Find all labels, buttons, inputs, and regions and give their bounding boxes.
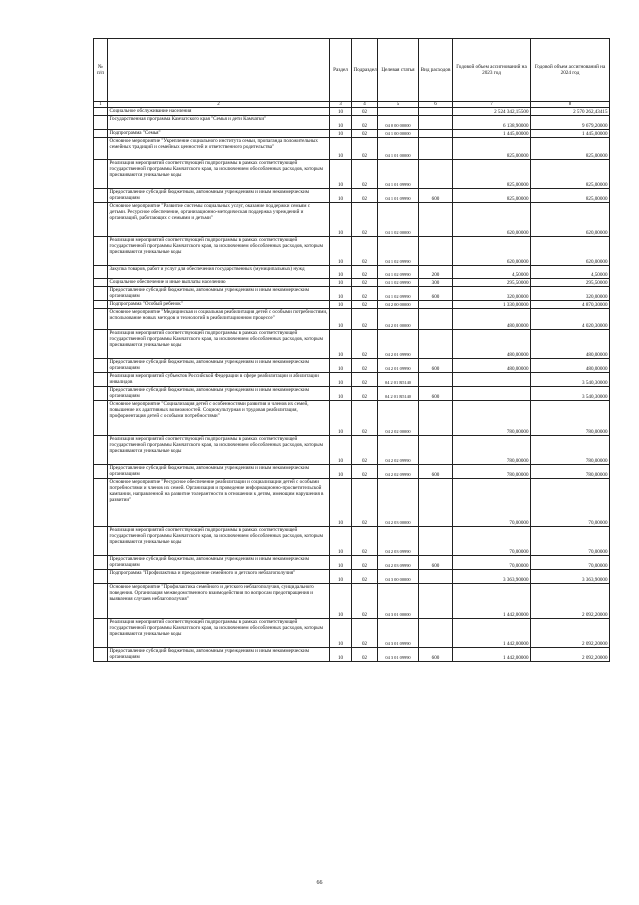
amount-2023-cell: 825,00000 — [453, 160, 531, 189]
item-name-cell: Закупка товаров, работ и услуг для обеспечения государственных (муниципальных) нужд — [108, 266, 330, 279]
target-article-cell: 04 2 01 R5140 — [378, 373, 419, 387]
amount-2023-cell: 295,50000 — [453, 279, 531, 287]
row-number-cell — [94, 237, 108, 266]
expense-type-cell: 600 — [419, 359, 453, 373]
amount-2024-cell: 620,00000 — [531, 203, 610, 237]
podrazdel-cell: 02 — [352, 116, 378, 130]
target-article-cell: 04 2 01 00000 — [378, 309, 419, 330]
target-article-cell: 04 3 01 09990 — [378, 648, 419, 662]
column-number: 4 — [352, 102, 378, 108]
podrazdel-cell: 02 — [352, 436, 378, 465]
podrazdel-cell: 02 — [352, 189, 378, 203]
amount-2024-cell: 9 679,20000 — [531, 116, 610, 130]
expense-type-cell: 600 — [419, 465, 453, 479]
podrazdel-cell: 02 — [352, 266, 378, 279]
table-row — [94, 108, 610, 116]
amount-2024-cell: 620,00000 — [531, 237, 610, 266]
amount-2023-cell: 4,50000 — [453, 266, 531, 279]
target-article-cell: 04 2 02 00000 — [378, 401, 419, 436]
expense-type-cell — [419, 619, 453, 648]
header-2023: Годовой объем ассигнований на 2023 год — [453, 39, 531, 102]
row-number-cell — [94, 330, 108, 359]
table-row — [94, 138, 610, 160]
expense-type-cell: 300 — [419, 279, 453, 287]
table-row — [94, 401, 610, 436]
amount-2023-cell: 480,00000 — [453, 359, 531, 373]
razdel-cell: 10 — [330, 619, 352, 648]
header-num: № п/п — [94, 39, 108, 102]
target-article-cell: 04 1 02 00000 — [378, 203, 419, 237]
row-number-cell — [94, 287, 108, 301]
podrazdel-cell: 02 — [352, 279, 378, 287]
amount-2024-cell: 1 445,00000 — [531, 130, 610, 138]
target-article-cell: 04 2 03 00000 — [378, 479, 419, 527]
column-number: 2 — [108, 102, 330, 108]
razdel-cell: 10 — [330, 479, 352, 527]
column-number: 8 — [531, 102, 610, 108]
amount-2024-cell: 70,00000 — [531, 556, 610, 570]
column-number: 7 — [453, 102, 531, 108]
target-article-cell: 04 1 01 09990 — [378, 160, 419, 189]
amount-2024-cell: 3 540,30000 — [531, 387, 610, 401]
target-article-cell: 04 2 01 09990 — [378, 359, 419, 373]
amount-2023-cell: 825,00000 — [453, 138, 531, 160]
row-number-cell — [94, 309, 108, 330]
row-number-cell — [94, 116, 108, 130]
target-article-cell: 04 2 00 00000 — [378, 301, 419, 309]
podrazdel-cell: 02 — [352, 359, 378, 373]
razdel-cell: 10 — [330, 309, 352, 330]
table-row — [94, 203, 610, 237]
podrazdel-cell: 02 — [352, 401, 378, 436]
expense-type-cell: 600 — [419, 287, 453, 301]
podrazdel-cell: 02 — [352, 330, 378, 359]
amount-2024-cell: 825,00000 — [531, 160, 610, 189]
expense-type-cell — [419, 570, 453, 584]
item-name-cell: Реализация мероприятий соответствующей подпрограммы в рамках соответствующей государственной программы Камчатского края, за исключением обособленных расходов, которым присваиваются уникальные коды — [108, 527, 330, 556]
table-row — [94, 266, 610, 279]
razdel-cell: 10 — [330, 387, 352, 401]
amount-2024-cell: 70,00000 — [531, 479, 610, 527]
row-number-cell — [94, 130, 108, 138]
razdel-cell: 10 — [330, 330, 352, 359]
target-article-cell: 04 3 01 09990 — [378, 619, 419, 648]
podrazdel-cell: 02 — [352, 527, 378, 556]
table-row — [94, 479, 610, 527]
amount-2023-cell: 1 330,00000 — [453, 301, 531, 309]
amount-2023-cell: 480,00000 — [453, 309, 531, 330]
expense-type-cell — [419, 436, 453, 465]
podrazdel-cell: 02 — [352, 373, 378, 387]
row-number-cell — [94, 279, 108, 287]
amount-2023-cell: 620,00000 — [453, 237, 531, 266]
header-2024: Годовой объем ассигнований на 2024 год — [531, 39, 610, 102]
row-number-cell — [94, 570, 108, 584]
expense-type-cell — [419, 160, 453, 189]
target-article-cell — [378, 108, 419, 116]
column-number: 1 — [94, 102, 108, 108]
target-article-cell: 04 2 01 R5140 — [378, 387, 419, 401]
target-article-cell: 04 1 01 09990 — [378, 189, 419, 203]
amount-2024-cell: 2 092,20000 — [531, 648, 610, 662]
razdel-cell: 10 — [330, 436, 352, 465]
item-name-cell: Государственная программа Камчатского края "Семья и дети Камчатки" — [108, 116, 330, 130]
item-name-cell: Подпрограмма "Семья" — [108, 130, 330, 138]
expense-type-cell — [419, 203, 453, 237]
row-number-cell — [94, 160, 108, 189]
item-name-cell: Предоставление субсидий бюджетным, автономным учреждениям и иным некоммерческим организациям — [108, 556, 330, 570]
item-name-cell: Подпрограмма "Особый ребенок" — [108, 301, 330, 309]
amount-2023-cell: 3 363,90000 — [453, 570, 531, 584]
amount-2024-cell: 780,00000 — [531, 436, 610, 465]
amount-2024-cell: 2 092,20000 — [531, 619, 610, 648]
item-name-cell: Предоставление субсидий бюджетным, автономным учреждениям и иным некоммерческим организациям — [108, 287, 330, 301]
budget-table — [93, 38, 610, 662]
podrazdel-cell: 02 — [352, 160, 378, 189]
row-number-cell — [94, 436, 108, 465]
razdel-cell: 10 — [330, 373, 352, 387]
item-name-cell: Основное мероприятие "Социализация детей с особенностями развития и членов их семей, повышение их адаптивных возможностей. Социокультурная и трудовая реабилитация, профориентация детей с особыми потребностями" — [108, 401, 330, 436]
column-number: 6 — [419, 102, 453, 108]
expense-type-cell: 600 — [419, 556, 453, 570]
item-name-cell: Социальное обслуживание населения — [108, 108, 330, 116]
razdel-cell: 10 — [330, 359, 352, 373]
target-article-cell: 04 2 02 09990 — [378, 436, 419, 465]
item-name-cell: Реализация мероприятий соответствующей подпрограммы в рамках соответствующей государственной программы Камчатского края, за исключением обособленных расходов, которым присваиваются уникальные коды — [108, 436, 330, 465]
table-row — [94, 116, 610, 130]
amount-2023-cell: 825,00000 — [453, 189, 531, 203]
column-number: 5 — [378, 102, 419, 108]
expense-type-cell — [419, 330, 453, 359]
expense-type-cell — [419, 237, 453, 266]
amount-2023-cell: 6 138,90000 — [453, 116, 531, 130]
expense-type-cell — [419, 309, 453, 330]
razdel-cell: 10 — [330, 203, 352, 237]
row-number-cell — [94, 387, 108, 401]
row-number-cell — [94, 189, 108, 203]
amount-2023-cell: 1 442,00000 — [453, 619, 531, 648]
amount-2023-cell: 70,00000 — [453, 479, 531, 527]
table-row — [94, 373, 610, 387]
row-number-cell — [94, 584, 108, 619]
amount-2024-cell: 4 020,30000 — [531, 309, 610, 330]
podrazdel-cell: 02 — [352, 465, 378, 479]
table-row — [94, 527, 610, 556]
row-number-cell — [94, 527, 108, 556]
column-number: 3 — [330, 102, 352, 108]
razdel-cell: 10 — [330, 527, 352, 556]
item-name-cell: Реализация мероприятий соответствующей подпрограммы в рамках соответствующей государственной программы Камчатского края, за исключением обособленных расходов, которым присваиваются уникальные коды — [108, 160, 330, 189]
row-number-cell — [94, 359, 108, 373]
table-row — [94, 301, 610, 309]
expense-type-cell: 600 — [419, 189, 453, 203]
item-name-cell: Реализация мероприятий соответствующей подпрограммы в рамках соответствующей государственной программы Камчатского края, за исключением обособленных расходов, которым присваиваются уникальные коды — [108, 619, 330, 648]
table-row — [94, 436, 610, 465]
razdel-cell: 10 — [330, 465, 352, 479]
podrazdel-cell: 02 — [352, 108, 378, 116]
expense-type-cell — [419, 108, 453, 116]
item-name-cell: Предоставление субсидий бюджетным, автономным учреждениям и иным некоммерческим организациям — [108, 189, 330, 203]
expense-type-cell — [419, 584, 453, 619]
table-row — [94, 287, 610, 301]
table-row — [94, 465, 610, 479]
table-row — [94, 619, 610, 648]
expense-type-cell — [419, 130, 453, 138]
podrazdel-cell: 02 — [352, 301, 378, 309]
amount-2024-cell: 3 540,30000 — [531, 373, 610, 387]
amount-2023-cell: 620,00000 — [453, 203, 531, 237]
expense-type-cell — [419, 301, 453, 309]
table-row — [94, 359, 610, 373]
razdel-cell: 10 — [330, 266, 352, 279]
item-name-cell: Подпрограмма "Профилактика и преодоление семейного и детского неблагополучия" — [108, 570, 330, 584]
razdel-cell: 10 — [330, 237, 352, 266]
row-number-cell — [94, 619, 108, 648]
razdel-cell: 10 — [330, 116, 352, 130]
amount-2023-cell: 2 524 342,15500 — [453, 108, 531, 116]
header-podrazdel: Подраздел — [352, 39, 378, 102]
target-article-cell: 04 1 02 09990 — [378, 266, 419, 279]
row-number-cell — [94, 465, 108, 479]
amount-2024-cell: 2 570 262,43415 — [531, 108, 610, 116]
amount-2024-cell: 70,00000 — [531, 527, 610, 556]
razdel-cell: 10 — [330, 570, 352, 584]
item-name-cell: Реализация мероприятий соответствующей подпрограммы в рамках соответствующей государственной программы Камчатского края, за исключением обособленных расходов, которым присваиваются уникальные коды — [108, 237, 330, 266]
target-article-cell: 04 2 02 09990 — [378, 465, 419, 479]
table-row — [94, 330, 610, 359]
razdel-cell: 10 — [330, 584, 352, 619]
item-name-cell: Реализация мероприятий субъектов Российской Федерации в сфере реабилитации и абилитации инвалидов — [108, 373, 330, 387]
table-row — [94, 556, 610, 570]
expense-type-cell — [419, 116, 453, 130]
amount-2024-cell: 4 870,30000 — [531, 301, 610, 309]
target-article-cell: 04 3 00 00000 — [378, 570, 419, 584]
amount-2024-cell: 2 092,20000 — [531, 584, 610, 619]
podrazdel-cell: 02 — [352, 203, 378, 237]
podrazdel-cell: 02 — [352, 584, 378, 619]
table-row — [94, 279, 610, 287]
item-name-cell: Основное мероприятие "Профилактика семейного и детского неблагополучия, суицидального поведения. Организация межведомственного взаимодействия по вопросам предотвращения и выявления случаев неблагополучия" — [108, 584, 330, 619]
target-article-cell: 04 2 03 09990 — [378, 527, 419, 556]
podrazdel-cell: 02 — [352, 138, 378, 160]
amount-2023-cell: 780,00000 — [453, 465, 531, 479]
row-number-cell — [94, 556, 108, 570]
amount-2024-cell: 3 363,90000 — [531, 570, 610, 584]
amount-2024-cell: 295,50000 — [531, 279, 610, 287]
amount-2024-cell: 825,00000 — [531, 189, 610, 203]
row-number-cell — [94, 301, 108, 309]
target-article-cell: 04 0 00 00000 — [378, 116, 419, 130]
row-number-cell — [94, 373, 108, 387]
amount-2023-cell: 1 442,00000 — [453, 648, 531, 662]
page-number: 66 — [316, 880, 323, 886]
table-row — [94, 648, 610, 662]
expense-type-cell — [419, 373, 453, 387]
target-article-cell: 04 1 02 09990 — [378, 287, 419, 301]
expense-type-cell — [419, 138, 453, 160]
amount-2023-cell: 780,00000 — [453, 401, 531, 436]
item-name-cell: Реализация мероприятий соответствующей подпрограммы в рамках соответствующей государственной программы Камчатского края, за исключением обособленных расходов, которым присваиваются уникальные коды — [108, 330, 330, 359]
amount-2024-cell: 780,00000 — [531, 465, 610, 479]
razdel-cell: 10 — [330, 279, 352, 287]
amount-2023-cell: 70,00000 — [453, 556, 531, 570]
razdel-cell: 10 — [330, 556, 352, 570]
podrazdel-cell: 02 — [352, 130, 378, 138]
amount-2023-cell: 1 442,00000 — [453, 584, 531, 619]
expense-type-cell: 600 — [419, 648, 453, 662]
amount-2023-cell: 1 445,00000 — [453, 130, 531, 138]
podrazdel-cell: 02 — [352, 237, 378, 266]
razdel-cell: 10 — [330, 648, 352, 662]
podrazdel-cell: 02 — [352, 479, 378, 527]
item-name-cell: Основное мероприятие "Ресурсное обеспечение реабилитации и социализации детей с особыми потребностями и членов их семей. Организация и проведение информационно-просветительской кампании, направленной на развитие толерантности в отношении к детям, имеющим нарушения в развитии" — [108, 479, 330, 527]
razdel-cell: 10 — [330, 401, 352, 436]
target-article-cell: 04 2 01 09990 — [378, 330, 419, 359]
table-row — [94, 584, 610, 619]
item-name-cell: Основное мероприятие "Укрепление социального института семьи, пропаганда положительных семейных традиций и семейных ценностей и ответственного родительства" — [108, 138, 330, 160]
expense-type-cell: 600 — [419, 387, 453, 401]
amount-2024-cell: 480,00000 — [531, 330, 610, 359]
podrazdel-cell: 02 — [352, 648, 378, 662]
item-name-cell: Основное мероприятие "Медицинская и социальная реабилитация детей с особыми потребностями, использование новых методов и технологий в реабилитационном процессе" — [108, 309, 330, 330]
razdel-cell: 10 — [330, 108, 352, 116]
row-number-cell — [94, 203, 108, 237]
podrazdel-cell: 02 — [352, 619, 378, 648]
row-number-cell — [94, 266, 108, 279]
razdel-cell: 10 — [330, 138, 352, 160]
amount-2023-cell: 780,00000 — [453, 436, 531, 465]
expense-type-cell — [419, 527, 453, 556]
podrazdel-cell: 02 — [352, 556, 378, 570]
amount-2023-cell: 70,00000 — [453, 527, 531, 556]
expense-type-cell — [419, 401, 453, 436]
amount-2023-cell: 320,00000 — [453, 287, 531, 301]
item-name-cell: Предоставление субсидий бюджетным, автономным учреждениям и иным некоммерческим организациям — [108, 648, 330, 662]
target-article-cell: 04 2 03 09990 — [378, 556, 419, 570]
target-article-cell: 04 1 00 00000 — [378, 130, 419, 138]
amount-2023-cell — [453, 373, 531, 387]
razdel-cell: 10 — [330, 130, 352, 138]
target-article-cell: 04 1 02 09990 — [378, 279, 419, 287]
item-name-cell: Социальное обеспечение и иные выплаты населению — [108, 279, 330, 287]
header-tsel: Целевая статья — [378, 39, 419, 102]
item-name-cell: Предоставление субсидий бюджетным, автономным учреждениям и иным некоммерческим организациям — [108, 359, 330, 373]
row-number-cell — [94, 401, 108, 436]
table-row — [94, 387, 610, 401]
row-number-cell — [94, 108, 108, 116]
amount-2024-cell: 480,00000 — [531, 359, 610, 373]
item-name-cell: Основное мероприятие "Развитие системы социальных услуг, оказание поддержки семьям с детьми. Ресурсное обеспечение, организационно-методическая поддержка учреждений и организаций, работающих с семьями и детьми" — [108, 203, 330, 237]
row-number-cell — [94, 138, 108, 160]
table-row — [94, 189, 610, 203]
table-row — [94, 570, 610, 584]
amount-2024-cell: 4,50000 — [531, 266, 610, 279]
razdel-cell: 10 — [330, 301, 352, 309]
razdel-cell: 10 — [330, 189, 352, 203]
header-row — [94, 39, 610, 102]
item-name-cell: Предоставление субсидий бюджетным, автономным учреждениям и иным некоммерческим организациям — [108, 387, 330, 401]
amount-2024-cell: 320,00000 — [531, 287, 610, 301]
item-name-cell: Предоставление субсидий бюджетным, автономным учреждениям и иным некоммерческим организациям — [108, 465, 330, 479]
amount-2023-cell: 480,00000 — [453, 330, 531, 359]
table-row — [94, 309, 610, 330]
podrazdel-cell: 02 — [352, 287, 378, 301]
row-number-cell — [94, 479, 108, 527]
target-article-cell: 04 3 01 00000 — [378, 584, 419, 619]
header-name — [108, 39, 330, 102]
table-row — [94, 130, 610, 138]
amount-2024-cell: 780,00000 — [531, 401, 610, 436]
podrazdel-cell: 02 — [352, 309, 378, 330]
podrazdel-cell: 02 — [352, 570, 378, 584]
header-razdel: Раздел — [330, 39, 352, 102]
table-row — [94, 237, 610, 266]
header-vid: Вид расходов — [419, 39, 453, 102]
target-article-cell: 04 1 01 00000 — [378, 138, 419, 160]
amount-2023-cell — [453, 387, 531, 401]
expense-type-cell: 200 — [419, 266, 453, 279]
amount-2024-cell: 825,00000 — [531, 138, 610, 160]
podrazdel-cell: 02 — [352, 387, 378, 401]
razdel-cell: 10 — [330, 287, 352, 301]
razdel-cell: 10 — [330, 160, 352, 189]
expense-type-cell — [419, 479, 453, 527]
target-article-cell: 04 1 02 09990 — [378, 237, 419, 266]
table-row — [94, 160, 610, 189]
row-number-cell — [94, 648, 108, 662]
